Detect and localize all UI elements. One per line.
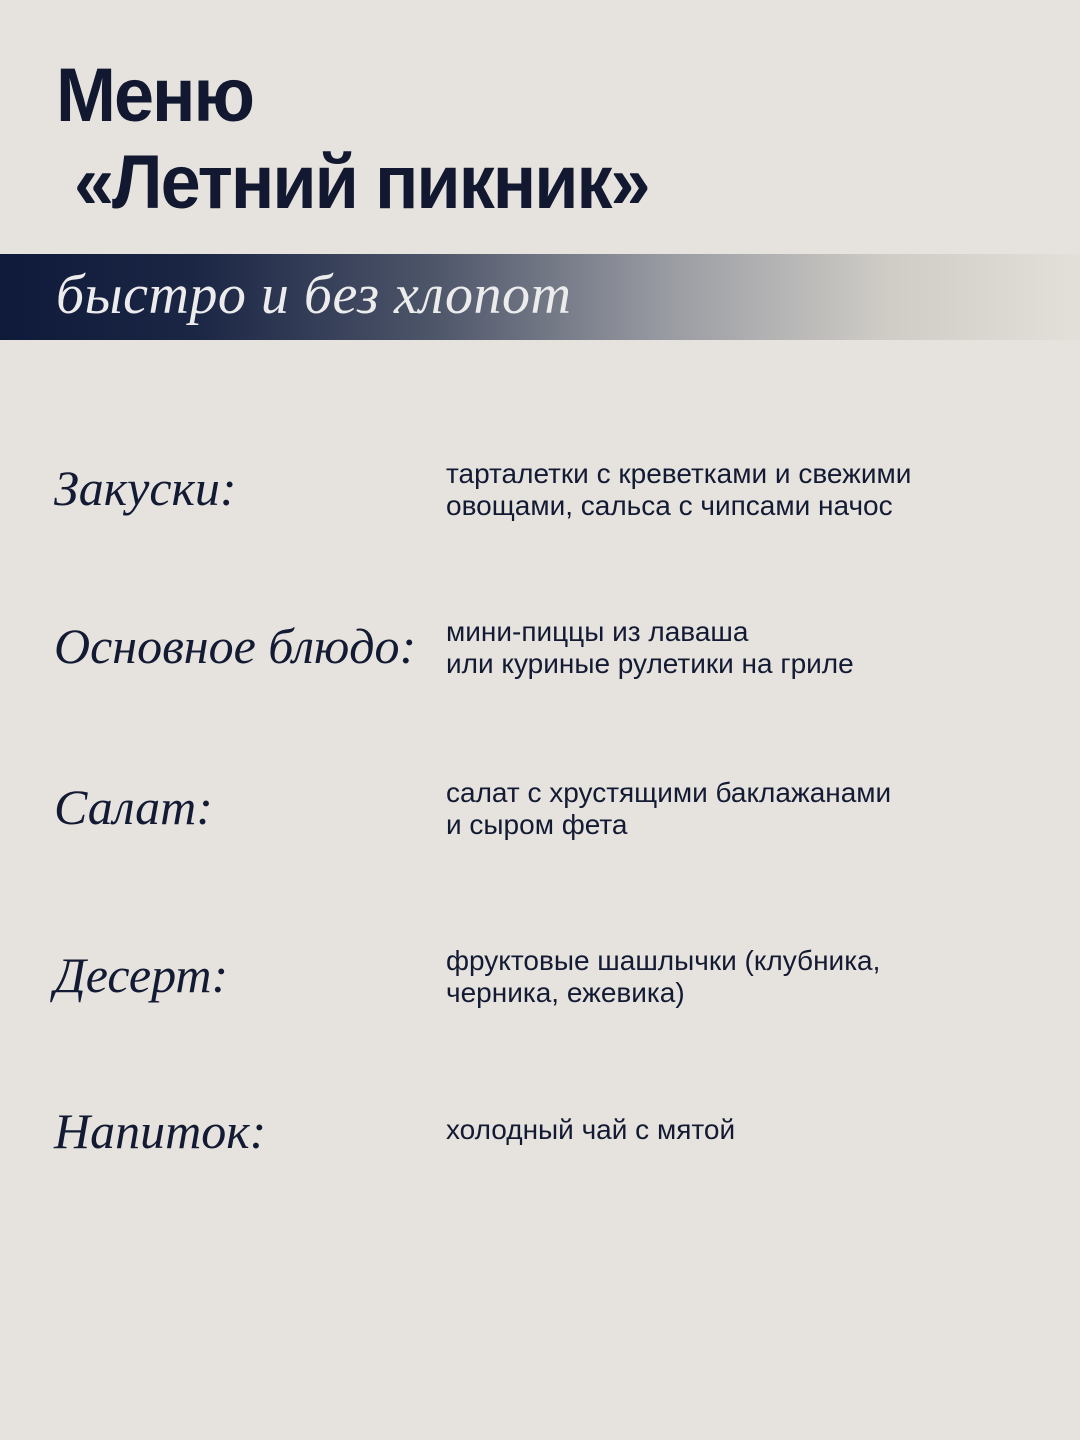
- course-label: Напиток:: [54, 1103, 267, 1159]
- course-label: Закуски:: [54, 460, 237, 516]
- dish-line: мини-пиццы из лаваша: [446, 616, 749, 647]
- page-title-line-1: Меню: [56, 53, 253, 138]
- dish-line: холодный чай с мятой: [446, 1114, 736, 1145]
- subtitle: быстро и без хлопот: [56, 264, 572, 326]
- dish-description: [446, 458, 1006, 522]
- course-label: Салат:: [54, 779, 213, 835]
- dish-line: овощами, сальса с чипсами начос: [446, 490, 893, 521]
- dish-line: или куриные рулетики на гриле: [446, 648, 854, 679]
- dish-description: [446, 1114, 1006, 1146]
- dish-line: фруктовые шашлычки (клубника,: [446, 945, 881, 976]
- page-title-line-2: «Летний пикник»: [56, 139, 649, 225]
- dish-description: [446, 945, 1006, 1009]
- subtitle-band: [0, 254, 1080, 340]
- dish-description: [446, 777, 1006, 841]
- page-title: [56, 52, 649, 226]
- dish-line: тарталетки с креветками и свежими: [446, 458, 912, 489]
- dish-line: салат с хрустящими баклажанами: [446, 777, 892, 808]
- course-label: Основное блюдо:: [54, 618, 417, 674]
- dish-description: [446, 616, 1006, 680]
- course-label: Десерт:: [54, 947, 229, 1003]
- dish-line: и сыром фета: [446, 809, 628, 840]
- dish-line: черника, ежевика): [446, 977, 685, 1008]
